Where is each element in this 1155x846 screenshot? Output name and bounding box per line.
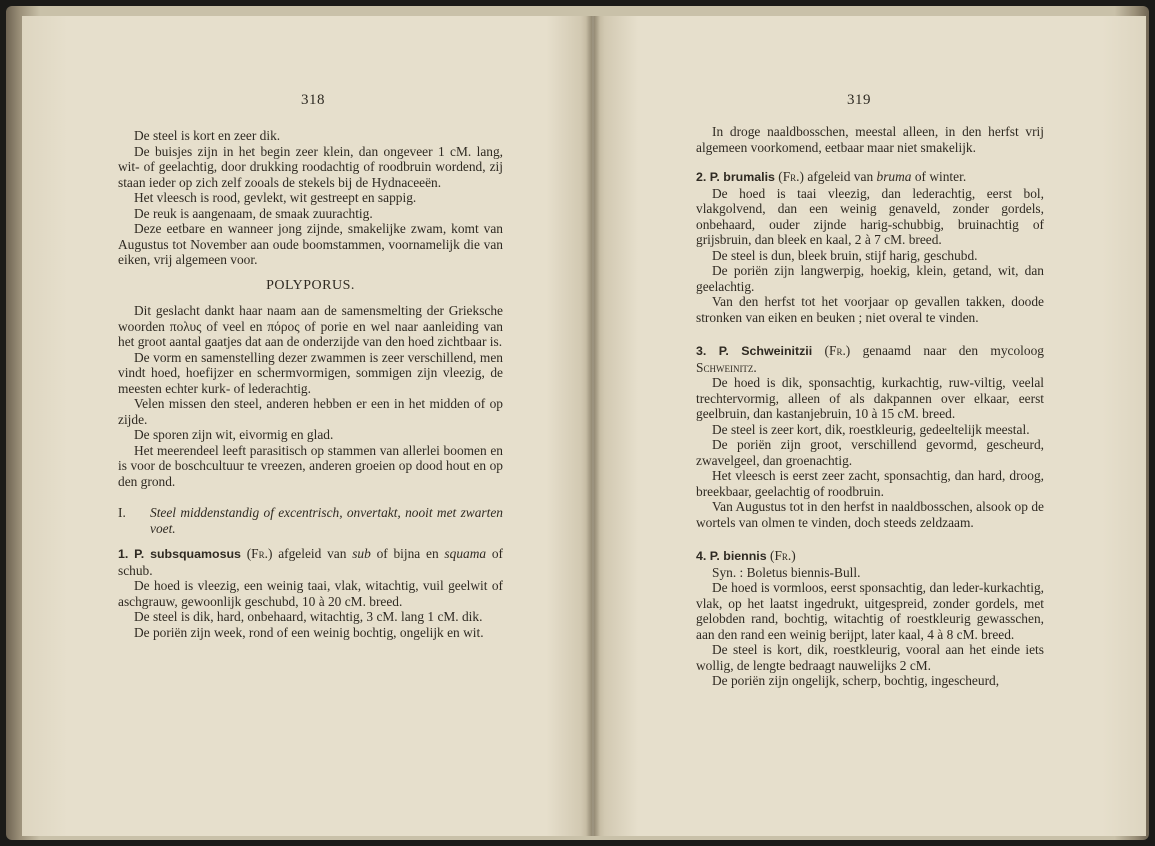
paragraph: De hoed is vleezig, een weinig taai, vlak, witachtig, vuil geelwit of aschgrauw, gewoonlijk geschubd, 10 à 20 cM. breed. <box>118 578 503 609</box>
species-author: (Fr.) <box>770 548 796 563</box>
paragraph: De steel is dik, hard, onbehaard, witachtig, 3 cM. lang 1 cM. dik. <box>134 609 483 624</box>
paragraph: De buisjes zijn in het begin zeer klein, dan ongeveer 1 cM. lang, wit- of geelachtig, door drukking roodachtig of roodbruin wordend, zij staan ieder op zich zelf zooals de stekels bij de Hydnaceeën. <box>118 143 503 190</box>
species-heading <box>696 169 1044 186</box>
paragraph: De sporen zijn wit, eivormig en glad. <box>134 427 334 442</box>
paragraph: Deze eetbare en wanneer jong zijnde, smakelijke zwam, komt van Augustus tot November aan oude boomstammen, voornamelijk die van eiken, vrij algemeen voor. <box>118 221 503 267</box>
paragraph: Het vleesch is rood, gevlekt, wit gestreept en sappig. <box>134 190 417 205</box>
species-number: 2. <box>696 170 707 184</box>
species-etymology: afgeleid van <box>807 169 874 184</box>
species-author: (Fr.) <box>778 169 804 184</box>
species-heading <box>118 546 503 578</box>
species-etymology: of schub. <box>118 546 503 578</box>
species-etymology: of winter. <box>914 169 967 184</box>
species-heading <box>696 343 1044 375</box>
paragraph: De poriën zijn groot, verschillend gevormd, gescheurd, zwavelgeel, dan groenachtig. <box>696 437 1044 468</box>
paragraph: De steel is kort, dik, roestkleurig, vooral aan het einde iets wollig, de lengte bedraagt nauwelijks 2 cM. <box>696 642 1044 673</box>
species-author: (Fr.) <box>824 343 851 358</box>
paragraph: Het vleesch is eerst zeer zacht, sponsachtig, dan hard, droog, breekbaar, geelachtig of roodbruin. <box>696 468 1044 499</box>
book-gutter <box>586 16 600 836</box>
section-heading <box>118 505 503 536</box>
species-name: P. brumalis <box>709 170 775 184</box>
section-number: I. <box>118 505 126 520</box>
section-title: Steel middenstandig of excentrisch, onvertakt, nooit met zwarten voet. <box>150 505 503 536</box>
paragraph: De poriën zijn week, rond of een weinig bochtig, ongelijk en wit. <box>134 624 484 640</box>
paragraph: De reuk is aangenaam, de smaak zuurachtig. <box>134 205 373 221</box>
paragraph: De poriën zijn langwerpig, hoekig, klein, getand, wit, dan geelachtig. <box>696 263 1044 294</box>
page-number-left: 318 <box>301 92 325 108</box>
person-name: Schweinitz. <box>696 359 757 375</box>
paragraph: Van den herfst tot het voorjaar op gevallen takken, doode stronken van eiken en beuken ; niet overal te vinden. <box>696 294 1044 325</box>
species-author: (Fr.) <box>246 546 273 561</box>
paragraph: Het meerendeel leeft parasitisch op stammen van allerlei boomen en is voor de boschcultuur te vreezen, anderen groeien op dood hout en op den grond. <box>118 442 503 489</box>
paragraph: Velen missen den steel, anderen hebben er een in het midden of op zijde. <box>118 396 503 427</box>
species-number: 1. <box>118 547 129 561</box>
paragraph: De poriën zijn ongelijk, scherp, bochtig, ingescheurd, <box>712 673 1000 688</box>
etymology-term: sub <box>352 546 371 561</box>
paragraph: De hoed is dik, sponsachtig, kurkachtig, ruw-viltig, veelal trechtervormig, alleen of als dakpannen over elkaar, eerst geelbruin, dan kastanjebruin, 10 à 15 cM. breed. <box>696 375 1044 421</box>
species-etymology: genaamd naar den mycoloog <box>862 343 1044 358</box>
etymology-term: bruma <box>876 169 912 184</box>
paragraph: De hoed is taai vleezig, dan lederachtig, eerst bol, vlakgolvend, dan een weinig genaveld, zonder gordels, onbehaard, ouder zijnde harig-schubbig, bruinachtig of grijsbruin, dan bleek en kaal, 2 à 7 cM. breed. <box>696 185 1044 247</box>
paragraph: De steel is dun, bleek bruin, stijf harig, geschubd. <box>712 247 978 263</box>
paragraph: Van Augustus tot in den herfst in naaldbosschen, alsook op de wortels van olmen te vinden, doch steeds zeldzaam. <box>696 499 1044 530</box>
species-heading <box>696 548 1044 565</box>
species-number: 3. <box>696 344 707 358</box>
etymology-term: squama <box>444 546 487 561</box>
paragraph: De steel is kort en zeer dik. <box>134 128 281 143</box>
paragraph: De vorm en samenstelling dezer zwammen is zeer verschillend, men vindt hoed, hoefijzer en schermvormigen, sommigen zijn vleezig, de meesten echter kurk- of lederachtig. <box>118 349 503 396</box>
species-name: P. biennis <box>709 549 767 563</box>
paragraph: De hoed is vormloos, eerst sponsachtig, dan leder-kurkachtig, vlak, op het laatst ingedrukt, uitgespreid, zonder gordels, met gelobden rand, bochtig, witachtig of roestkleurig gewasschen, aan den rand een weinig berijpt, later kaal, 4 à 8 cM. breed. <box>696 580 1044 642</box>
paragraph: In droge naaldbosschen, meestal alleen, in den herfst vrij algemeen voorkomend, eetbaar maar niet smakelijk. <box>696 124 1044 155</box>
species-etymology: afgeleid van <box>278 546 347 561</box>
right-page-text <box>696 124 1044 689</box>
species-etymology: of bijna en <box>376 546 439 561</box>
genus-heading: POLYPORUS. <box>266 277 355 293</box>
species-name: P. Schweinitzii <box>718 344 813 358</box>
paragraph: De steel is zeer kort, dik, roestkleurig, gedeeltelijk meestal. <box>712 421 1030 437</box>
species-name: P. subsquamosus <box>134 547 241 561</box>
species-number: 4. <box>696 549 707 563</box>
left-page-text <box>118 128 503 640</box>
synonym-line: Syn. : Boletus biennis-Bull. <box>712 564 861 580</box>
page-number-right: 319 <box>847 92 871 108</box>
paragraph: Dit geslacht dankt haar naam aan de samensmelting der Grieksche woorden πολυς of veel en πόρος of porie en wel naar aanleiding van het groot aantal gaatjes dat aan de onderzijde van den hoed zichtbaar is. <box>118 303 503 349</box>
